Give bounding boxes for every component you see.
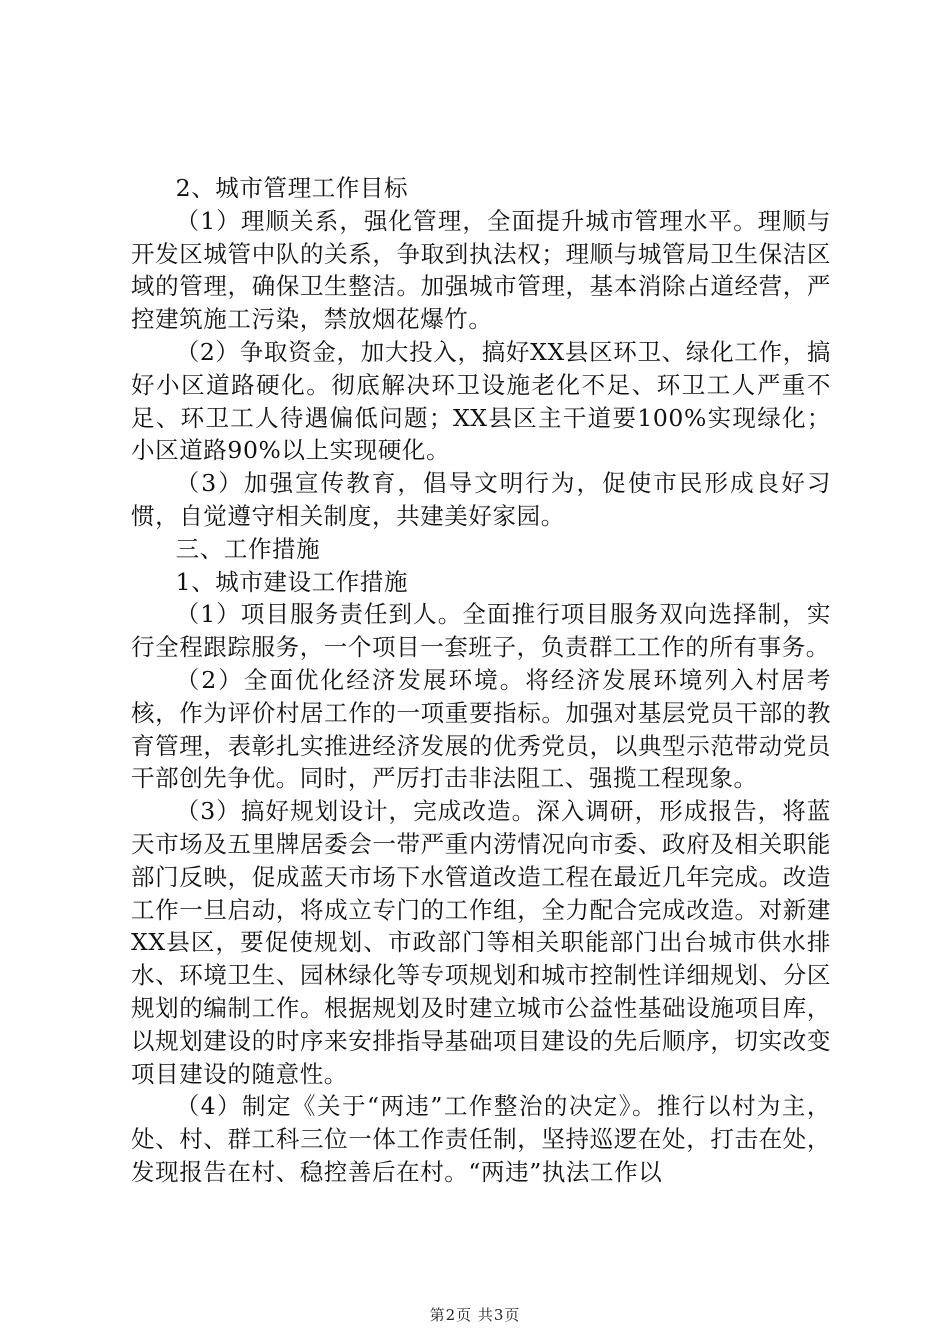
paragraph-measure-1: （1）项目服务责任到人。全面推行项目服务双向选择制，实行全程跟踪服务，一个项目一套班子，负责群工工作的所有事务。	[131, 600, 831, 662]
document-body	[131, 172, 831, 1189]
page-number-footer: 第2页 共3页	[429, 1306, 521, 1324]
section-heading-work-measures: 三、工作措施	[175, 534, 321, 563]
paragraph-measure-4: （4）制定《关于“两违”工作整治的决定》。推行以村为主，处、村、群工科三位一体工作责任制，坚持巡逻在处，打击在处，发现报告在村、稳控善后在村。“两违”执法工作以	[131, 1092, 831, 1186]
paragraph-management-goal-3: （3）加强宣传教育，倡导文明行为，促使市民形成良好习惯，自觉遵守相关制度，共建美好家园。	[131, 469, 831, 530]
subsection-heading-city-construction-measures: 1、城市建设工作措施	[175, 567, 409, 596]
paragraph-measure-2: （2）全面优化经济发展环境。将经济发展环境列入村居考核，作为评价村居工作的一项重要指标。加强对基层党员干部的教育管理，表彰扎实推进经济发展的优秀党员，以典型示范带动党员干部创先争优。同时，严厉打击非法阻工、强揽工程现象。	[131, 665, 831, 793]
paragraph-measure-3: （3）搞好规划设计，完成改造。深入调研，形成报告，将蓝天市场及五里牌居委会一带严重内涝情况向市委、政府及相关职能部门反映，促成蓝天市场下水管道改造工程在最近几年完成。改造工作一旦启动，将成立专门的工作组，全力配合完成改造。对新建XX县区，要促使规划、市政部门等相关职能部门出台城市供水排水、环境卫生、园林绿化等专项规划和城市控制性详细规划、分区规划的编制工作。根据规划及时建立城市公益性基础设施项目库，以规划建设的时序来安排指导基础项目建设的先后顺序，切实改变项目建设的随意性。	[131, 797, 831, 1088]
section-heading-city-management-goals: 2、城市管理工作目标	[175, 174, 409, 202]
paragraph-management-goal-2: （2）争取资金，加大投入，搞好XX县区环卫、绿化工作，搞好小区道路硬化。彻底解决环卫设施老化不足、环卫工人严重不足、环卫工人待遇偏低问题；XX县区主干道要100%实现绿化；小区道路90%以上实现硬化。	[131, 337, 831, 465]
paragraph-management-goal-1: （1）理顺关系，强化管理，全面提升城市管理水平。理顺与开发区城管中队的关系，争取到执法权；理顺与城管局卫生保洁区域的管理，确保卫生整洁。加强城市管理，基本消除占道经营，严控建筑施工污染，禁放烟花爆竹。	[131, 206, 831, 334]
